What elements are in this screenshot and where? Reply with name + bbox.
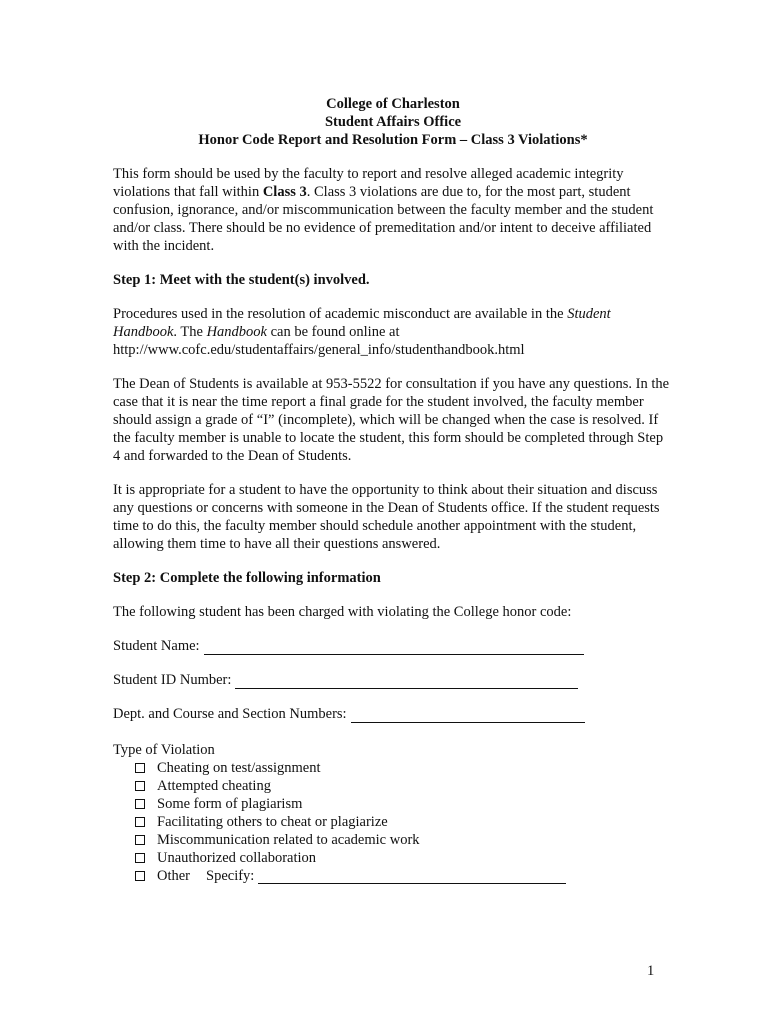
dept-course-label: Dept. and Course and Section Numbers: <box>113 706 347 722</box>
form-page <box>113 95 673 885</box>
dept-course-input[interactable] <box>351 708 585 723</box>
college-name: College of Charleston <box>326 96 460 112</box>
violation-type-section <box>113 741 673 885</box>
step1-title: Step 1: Meet with the student(s) involved. <box>113 272 370 288</box>
checkbox-icon[interactable] <box>135 763 145 773</box>
specify-input[interactable] <box>258 869 566 884</box>
checkbox-icon[interactable] <box>135 799 145 809</box>
step2-intro: The following student has been charged with violating the College honor code: <box>113 604 572 620</box>
violation-type-heading: Type of Violation <box>113 742 215 758</box>
checkbox-icon[interactable] <box>135 781 145 791</box>
form-title: Honor Code Report and Resolution Form – Class 3 Violations* <box>198 132 588 148</box>
step1-procedures-paragraph: Procedures used in the resolution of academic misconduct are available in the Student Handbook. The Handbook can be found online at http://www.cofc.edu/studentaffairs/general_info/studenthandbook.html <box>113 306 611 358</box>
violation-option-unauthorized-collaboration[interactable]: Unauthorized collaboration <box>135 849 673 867</box>
checkbox-icon[interactable] <box>135 817 145 827</box>
student-id-input[interactable] <box>235 674 578 689</box>
step2-title: Step 2: Complete the following information <box>113 570 381 586</box>
checkbox-icon[interactable] <box>135 853 145 863</box>
form-header <box>113 95 673 149</box>
student-name-label: Student Name: <box>113 638 200 654</box>
violation-option-miscommunication[interactable]: Miscommunication related to academic work <box>135 831 673 849</box>
handbook-url[interactable]: http://www.cofc.edu/studentaffairs/general_info/studenthandbook.html <box>113 342 525 358</box>
page-number: 1 <box>647 963 655 979</box>
intro-paragraph: This form should be used by the faculty to report and resolve alleged academic integrity violations that fall within Class 3. Class 3 violations are due to, for the most part, student confusion, ignorance, and/or miscommunication between the faculty member and the student and/or class. There should be no evidence of premeditation and/or intent to deceive affiliated with the incident. <box>113 166 654 254</box>
student-id-label: Student ID Number: <box>113 672 232 688</box>
violation-option-other[interactable]: Other Specify: <box>135 867 673 885</box>
student-name-input[interactable] <box>204 640 584 655</box>
student-name-field <box>113 637 673 655</box>
checkbox-icon[interactable] <box>135 871 145 881</box>
violation-option-attempted-cheating[interactable]: Attempted cheating <box>135 777 673 795</box>
step1-appropriate-paragraph: It is appropriate for a student to have the opportunity to think about their situation and discuss any questions or concerns with someone in the Dean of Students office. If the student requests time to do this, the faculty member should schedule another appointment with the student, allowing them time to have all their questions answered. <box>113 482 660 552</box>
dept-course-field <box>113 705 673 723</box>
violation-option-facilitating[interactable]: Facilitating others to cheat or plagiarize <box>135 813 673 831</box>
step1-dean-paragraph: The Dean of Students is available at 953-5522 for consultation if you have any questions. In the case that it is near the time report a final grade for the student involved, the faculty member should assign a grade of “I” (incomplete), which will be changed when the case is resolved. If the faculty member is unable to locate the student, this form should be completed through Step 4 and forwarded to the Dean of Students. <box>113 376 670 464</box>
office-name: Student Affairs Office <box>324 114 462 130</box>
violation-option-plagiarism[interactable]: Some form of plagiarism <box>135 795 673 813</box>
student-id-field <box>113 671 673 689</box>
specify-label: Specify: <box>206 868 255 884</box>
violation-option-cheating[interactable]: Cheating on test/assignment <box>135 759 673 777</box>
checkbox-icon[interactable] <box>135 835 145 845</box>
